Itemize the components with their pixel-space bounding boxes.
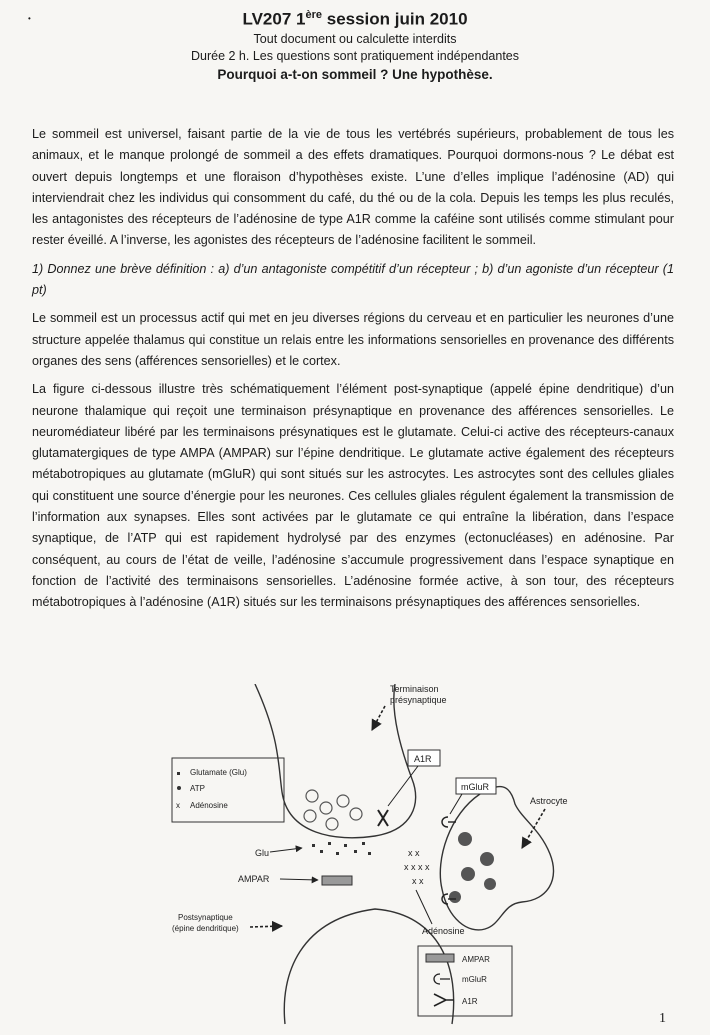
svg-text:x x: x x — [412, 876, 424, 886]
exam-subtitle: Pourquoi a-t-on sommeil ? Une hypothèse. — [217, 66, 493, 82]
astrocyte-label: Astrocyte — [530, 796, 568, 806]
vesicles — [304, 790, 362, 830]
svg-text:x x x x: x x x x — [404, 862, 430, 872]
legend-glutamate: Glutamate (Glu) — [190, 768, 247, 777]
astrocyte-outline — [440, 787, 553, 930]
paragraph-figure-description: La figure ci-dessous illustre très schématiquement l’élément post-synaptique (appelé épine dendritique) d’un neurone thalamique qui reçoit une terminaison présynaptique en provenance des afférences sensorielles. Le neuromédiateur libéré par les terminaisons présynatiques est le glutamate. Celui-ci active des récepteurs-canaux glutamatergiques de type AMPA (AMPAR) sur l’épine dendritique. Le glutamate active également des récepteurs métabotropiques au glutamate (mGluR) qui sont situés sur les astrocytes. Les astrocytes sont des cellules gliales qui constituent une source d’énergie pour les neurones. Ces cellules gliales régulent également la transmission de l’information aux synapses. Elles sont activées par le glutamate ce qui entraîne la libération, dans l’espace synaptique, de l’ATP qui est rapidement hydrolysé par des enzymes (ectonucléases) en adénosine. Par conséquent, au cours de l’état de veille, l’adénosine s’accumule progressivement dans l’espace synaptique en fonction de l’activité des terminaisons sensorielles. L’adénosine formée active, à son tour, des récepteurs métabotropiques à l’adénosine (A1R) situés sur les terminaisons présynaptiques des afférences sensorielles. — [32, 382, 674, 610]
postsynaptic-label-1: Postsynaptique — [178, 913, 233, 922]
vesicle — [306, 790, 318, 802]
legend-x-symbol: x — [176, 801, 180, 810]
ampar-label: AMPAR — [238, 874, 270, 884]
exam-body — [32, 124, 674, 621]
question-1: 1) Donnez une brève définition : a) d’un antagoniste compétitif d’un récepteur ; b) d’un agoniste d’un récepteur (1 pt) — [32, 261, 674, 298]
postsynaptic-label-2: (épine dendritique) — [172, 924, 239, 933]
paragraph-intro: Le sommeil est universel, faisant partie de la vie de tous les vertébrés supérieurs, probablement de tous les animaux, et le manque prolongé de sommeil a des effets dramatiques. Pourquoi dormons-nous ? Le débat est ouvert depuis longtemps et une floraison d’hypothèses existe. L’une d’elles implique l’adénosine (AD) qui interviendrait chez les individus qui consomment du café, du thé ou de la cola. Depuis les temps les plus reculés, les antagonistes des récepteurs de l’adénosine de type A1R comme la caféine sont utilisés comme stimulant pour rester éveillé. A l’inverse, les agonistes des récepteurs de l’adénosine facilitent le sommeil. — [32, 127, 674, 248]
presynaptic-terminal-outline — [255, 684, 416, 838]
svg-text:x x: x x — [408, 848, 420, 858]
adenosine-label: Adénosine — [422, 926, 465, 936]
exam-header — [0, 4, 710, 84]
glutamate-dots — [312, 842, 371, 855]
adenosine-x-marks — [404, 848, 430, 886]
instructions-line-2: Durée 2 h. Les questions sont pratiquement indépendantes — [190, 48, 519, 63]
instructions-line-1: Tout document ou calculette interdits — [253, 31, 457, 46]
exam-title — [0, 4, 710, 31]
legend-atp: ATP — [190, 784, 205, 793]
a1r-label: A1R — [414, 754, 432, 764]
glu-label: Glu — [255, 848, 270, 858]
ampar-channel — [322, 876, 352, 885]
mglur-receptor-marks — [442, 817, 456, 904]
terminaison-label-2: présynaptique — [390, 695, 447, 705]
astrocyte-granules — [449, 832, 496, 903]
vesicle — [337, 795, 349, 807]
paragraph-sleep-process: Le sommeil est un processus actif qui met en jeu diverses régions du cerveau et en particulier les neurones d’une structure appelée thalamus qui constitue un relais entre les informations sensorielles en provenance des différents organes des sens (afférences sensorielles) et le cortex. — [32, 311, 674, 368]
terminaison-label-1: Terminaison — [390, 684, 439, 694]
mglur-label: mGluR — [461, 782, 490, 792]
legend-adenosine: Adénosine — [190, 801, 228, 810]
legend-mglur: mGluR — [462, 975, 487, 984]
vesicle — [304, 810, 316, 822]
vesicle — [350, 808, 362, 820]
title-main: LV207 1 — [242, 9, 306, 29]
title-superscript: ère — [305, 9, 323, 21]
vesicle — [326, 818, 338, 830]
legend-a1r: A1R — [462, 997, 478, 1006]
vesicle — [320, 802, 332, 814]
scan-dot: • — [28, 14, 31, 23]
title-rest: session juin 2010 — [322, 9, 468, 29]
synapse-diagram — [150, 684, 630, 1030]
a1r-receptor-marks — [378, 810, 388, 826]
page-number: 1 — [659, 1011, 666, 1026]
synapse-figure — [150, 684, 630, 1030]
legend-ampar: AMPAR — [462, 955, 490, 964]
